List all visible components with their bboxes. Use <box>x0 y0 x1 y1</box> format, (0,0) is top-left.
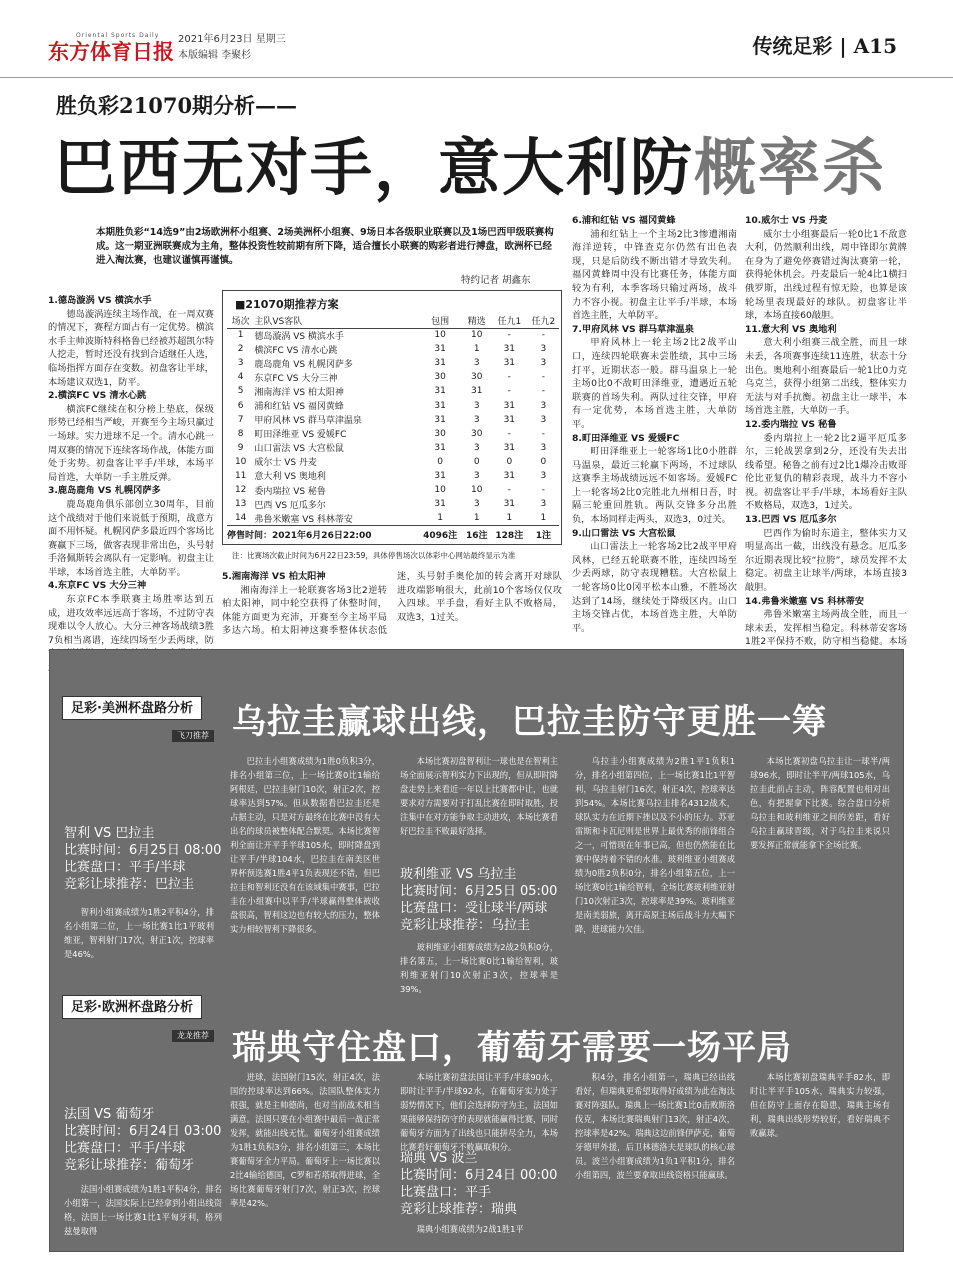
table-row <box>227 469 559 483</box>
match-analysis: 德岛漩涡连续主场作战，在一周双赛的情况下，赛程方面占有一定优势。横滨水手主帅波斯特科格鲁已经被苏超凯尔特人挖走，暂时还没有找到合适继任人选，临场指挥方面存在变数。初盘客让半球，本场建议双选1，防平。 <box>48 308 214 388</box>
euro-text-5: 瑞典小组赛成绩为2战1胜1平 <box>416 1224 524 1234</box>
author-byline: 特约记者 胡鑫东 <box>461 275 531 286</box>
euro-tag: 足彩·欧洲杯盘路分析 <box>62 995 202 1019</box>
table-row <box>227 455 559 469</box>
match-heading: 4.东京FC VS 大分三神 <box>48 580 147 592</box>
match-heading: 13.巴西 VS 厄瓜多尔 <box>745 514 837 526</box>
match-heading: 11.意大利 VS 奥地利 <box>745 323 837 335</box>
table-cell: 山口雷法 VS 大宫松鼠 <box>254 444 344 455</box>
match-teams: 法国 VS 葡萄牙 <box>64 1107 155 1122</box>
table-cell: 1 <box>506 513 513 524</box>
euro-col-4 <box>750 1070 890 1246</box>
table-cell: 1 <box>473 513 480 524</box>
match-recommendation: 竞彩让球推荐：巴拉圭 <box>64 877 195 892</box>
match-analysis: 巴西作为偷时东道主，整体实力又明显高出一截，出线没有悬念。厄瓜多尔近期表现比较“拉胯”，球员发挥不太稳定。初盘主让球半/两球，本场直接3敲胆。 <box>745 527 907 594</box>
table-header-row <box>227 313 559 328</box>
table-cell: 31 <box>503 358 516 369</box>
copa-tagsub: 飞刀推荐 <box>172 730 214 742</box>
table-row <box>227 427 559 441</box>
newspaper-logo: 东方体育日报 <box>48 39 174 64</box>
table-cell: - <box>507 372 511 383</box>
table-cell: 0 <box>540 456 547 467</box>
copa-col-1b <box>64 905 214 995</box>
table-row <box>227 398 559 412</box>
table-cell: 东京FC VS 大分三神 <box>254 373 338 384</box>
table-header-cell: 任九2 <box>528 313 559 328</box>
table-cell: 巴西 VS 厄瓜多尔 <box>254 500 326 511</box>
table-cell: 9 <box>237 442 244 453</box>
table-cell: 6 <box>237 400 244 411</box>
table-cell: 30 <box>434 372 446 383</box>
match-heading: 8.町田泽维亚 VS 爱媛FC <box>572 432 680 444</box>
table-cell: 3 <box>540 442 547 453</box>
table-cell: 10 <box>234 456 247 467</box>
page-number: A15 <box>853 34 897 58</box>
table-cell: 威尔士 VS 丹麦 <box>254 458 317 469</box>
table-cell: - <box>507 330 511 341</box>
table-header-cell: 场次 <box>227 313 254 328</box>
table-cell: 5 <box>237 386 244 397</box>
table-title: ■21070期推荐方案 <box>235 298 339 311</box>
match-column-1 <box>48 294 214 654</box>
table-footer-cell: 停售时间：2021年6月26日22:00 <box>227 525 418 542</box>
table-cell: 弗鲁米嫩塞 VS 科林蒂安 <box>254 514 353 525</box>
copa-text-5: 玻利维亚小组赛成绩为2战2负积0分，排名第五，上一场比赛0比1输给智利，玻利维亚射门10次射正3次，控球率是39%。 <box>400 942 558 994</box>
table-cell: 3 <box>540 400 547 411</box>
table-cell: 4 <box>237 372 244 383</box>
table-cell: 3 <box>540 344 547 355</box>
match-heading: 7.甲府风林 VS 群马草津温泉 <box>572 323 694 335</box>
table-cell: 10 <box>471 485 483 496</box>
match-heading: 14.弗鲁米嫩塞 VS 科林蒂安 <box>745 595 865 607</box>
table-cell: 10 <box>471 330 483 341</box>
match-teams: 智利 VS 巴拉圭 <box>64 826 155 841</box>
match-line: 比赛盘口：受让球半/两球 <box>400 901 548 916</box>
table-cell: 0 <box>506 456 513 467</box>
table-cell: 3 <box>540 414 547 425</box>
lead-paragraph: 本期胜负彩“14选9”由2场欧洲杯小组赛、2场美洲杯小组赛、9场日本各级职业联赛以及1场巴西甲级联赛构成。这一期亚洲联赛成为主角，整体投资性较前期有所下降，适合擅长小联赛的购彩者进行搏盘，欧洲杯已经进入淘汰赛，也建议谨慎再谨慎。 <box>96 227 554 266</box>
match-heading: 3.鹿岛鹿角 VS 札幌冈萨多 <box>48 485 161 497</box>
match-heading: 5.湘南海洋 VS 柏太阳神 <box>222 571 326 582</box>
table-cell: 1 <box>540 513 547 524</box>
copa-text-1a: 巴拉圭小组赛成绩为1胜0负积3分，排名小组第三位，上一场比赛0比1输给阿根廷，巴拉圭射门10次，射正2次，控球率达到57%。但从数据看巴拉圭还是占据主动，只是对方最终在比赛中没有大出名的球员被整体配合默契。本场比赛智利全面让开平手半球105水，即时降盘到让平手/半球104水，巴拉圭在南美区世界杯预选赛1胜4平1负表现还不错，但巴拉圭和智利还没有在该域集中赛事，巴拉圭在小组赛中以平手/半球赢得整体被收盘很高，智利这边也有较大的压力，整体实力相较智利下降很多。 <box>230 756 380 934</box>
euro-text-3: 积4分，排名小组第一，瑞典已经出线看好，但瑞典更希望取得好成绩为此在淘汰赛对阵强队。瑞典上一场比赛1比0击败斯洛伐克，本场比赛瑞典射门13次，射正4次，控球率是42%。瑞典这边前锋伊萨克，葡萄牙德甲外援，后卫林德洛夫是球队的核心球员。波兰小组赛成绩为1负1平积1分，排名小组第四，波兰要拿取出线资格只能赢球。 <box>575 1072 735 1180</box>
table-footer-row <box>227 525 559 542</box>
table-row <box>227 370 559 384</box>
table-footer-cell: 1注 <box>528 525 559 542</box>
table-row <box>227 342 559 356</box>
table-cell: 0 <box>473 456 480 467</box>
euro-col-3 <box>575 1070 735 1246</box>
table-cell: - <box>507 428 511 439</box>
table-cell: 3 <box>540 499 547 510</box>
table-cell: 13 <box>234 499 247 510</box>
match-heading: 2.横滨FC VS 清水心跳 <box>48 390 147 402</box>
table-cell: - <box>541 386 545 397</box>
table-cell: 31 <box>434 414 446 425</box>
match-line: 比赛盘口：平手/半球 <box>64 860 186 875</box>
page-editor: 本版编辑 李聚杉 <box>178 50 252 61</box>
table-cell: 31 <box>503 344 516 355</box>
table-cell: 31 <box>503 442 516 453</box>
table-cell: 30 <box>471 372 483 383</box>
table-cell: 31 <box>503 499 516 510</box>
table-cell: 3 <box>473 470 480 481</box>
section-name: 传统足彩 <box>752 34 833 58</box>
table-cell: 31 <box>434 358 446 369</box>
table-cell: - <box>507 386 511 397</box>
table-cell: 委内瑞拉 VS 秘鲁 <box>254 486 326 497</box>
match-analysis: 町田泽维亚上一轮客场1比0小胜群马温泉，最近三轮赢下两场，不过球队这赛季主场战绩远远不如客场。爱媛FC上一轮客场2比0完胜北九州相日吾，时隔三轮重回胜轨。两队交锋多分出胜负，本场同样走两头，双选3，0过关。 <box>572 446 737 526</box>
table-header-cell: 包围 <box>418 313 463 328</box>
match-analysis: 浦和红钻上一个主场2比3惨遭湘南海洋逆转，中锋查克尔仍然有出色表现，只是后防线不断出错才导致失利。福冈黄蜂周中没有比赛任务，体能方面较为有利，本季客场只输过两场，战斗力不容小视。初盘主让平手/半球，本场首选主胜，大单防平。 <box>572 228 737 322</box>
table-cell: 30 <box>471 428 483 439</box>
match-column-3 <box>572 214 737 654</box>
table-cell: - <box>541 428 545 439</box>
copa-col-5 <box>400 940 558 994</box>
table-cell: 3 <box>473 358 480 369</box>
table-note: 注：比赛场次截止时间为6月22日23:59，具体停售场次以体彩中心网站最终显示为准 <box>232 551 516 560</box>
table-cell: 湘南海洋 VS 柏太阳神 <box>254 387 344 398</box>
headline-gray: 概率杀 <box>694 131 887 204</box>
table-row <box>227 384 559 398</box>
copa-col-2 <box>400 754 558 862</box>
euro-text-4: 本场比赛初盘瑞典平手82水，即时让半平手105水，瑞典实力较强，但在防守上面存在隐患，瑞典主场有利，瑞典出线形势较好，看好瑞典不败赢球。 <box>750 1072 890 1138</box>
table-header-cell: 主队VS客队 <box>254 313 417 328</box>
match-recommendation: 竞彩让球推荐：葡萄牙 <box>64 1158 195 1173</box>
euro-match-1 <box>64 1106 221 1174</box>
match-analysis: 东京FC本季联赛主场胜率达到五成，进攻效率远远高于客场，不过防守表现难以令人放心。大分三神客场战绩3胜7负相当离谱，连续四场至少丢两球，防 <box>48 594 214 646</box>
table-cell: 横滨FC VS 清水心跳 <box>254 345 338 356</box>
copa-text-2: 本场比赛初盘智利让一球也是在智利主场全面展示智利实力下出现的，但从即时降盘走势上来看近一年以上比赛都中让，也就要求对方需要对于打乱比赛在即时取胜，投注集中在对方能争取主动进攻，本场比赛看好巴拉圭不败最好选择。 <box>400 756 558 836</box>
table-cell: 意大利 VS 奥地利 <box>254 472 326 483</box>
match-line: 比赛盘口：平手/半球 <box>64 1141 186 1156</box>
match-recommendation: 竞彩让球推荐：瑞典 <box>400 1202 518 1217</box>
copa-tag: 足彩·美洲杯盘路分析 <box>62 696 202 720</box>
match-analysis: 委内瑞拉上一轮2比2逼平厄瓜多尔，三轮战罢拿到2分，还没有失去出线希望。秘鲁之前有过2比1爆冷击败哥伦比亚复仇的精彩表现，战斗力不容小视。初盘客让平手/半球，本场看好主队不败格局，双选3，1过关。 <box>745 432 907 512</box>
table-cell: 31 <box>434 400 446 411</box>
table-cell: 3 <box>473 499 480 510</box>
table-cell: 德岛漩涡 VS 横滨水手 <box>254 331 344 342</box>
table-cell: 8 <box>237 428 244 439</box>
euro-tagsub: 龙龙推荐 <box>172 1030 214 1042</box>
table-cell: 7 <box>237 414 244 425</box>
table-cell: 31 <box>434 344 446 355</box>
table-row <box>227 483 559 497</box>
table-cell: 3 <box>540 358 547 369</box>
match-analysis: 威尔士小组赛最后一轮0比1不敌意大利，仍然顺利出线，周中锋即尔黄牌在身为了避免停赛错过淘汰赛第一轮，获得轮休机会。丹麦最后一轮4比1横扫俄罗斯，出线过程有惊无险，也算是该轮场里表现最好的球队。初盘客让半球，本场直接60敲胆。 <box>745 228 907 322</box>
copa-col-1a <box>230 754 380 999</box>
table-cell: 31 <box>434 470 446 481</box>
table-cell: 3 <box>473 400 480 411</box>
table-cell: 浦和红钻 VS 福冈黄蜂 <box>254 402 344 413</box>
table-cell: 12 <box>234 485 247 496</box>
table-footer-cell: 16注 <box>463 525 491 542</box>
table-cell: 2 <box>237 344 244 355</box>
table-cell: 31 <box>503 414 516 425</box>
table-cell: 町田泽维亚 VS 爱媛FC <box>254 430 347 441</box>
match-analysis: 弗鲁米嫩塞主场两战全胜，而且一球未丢，发挥相当稳定。科林蒂安客场1胜2平保持不败，防守相当稳健。本场 <box>745 609 907 648</box>
match-heading: 12.委内瑞拉 VS 秘鲁 <box>745 418 837 430</box>
recommendation-table <box>227 313 559 542</box>
table-cell: 14 <box>234 513 247 524</box>
match-column-2 <box>222 570 562 654</box>
match-heading: 1.德岛漩涡 VS 横滨水手 <box>48 295 152 306</box>
match-recommendation: 竞彩让球推荐：乌拉圭 <box>400 918 531 933</box>
euro-col-1b <box>64 1182 222 1246</box>
table-cell: 10 <box>434 485 446 496</box>
table-cell: 3 <box>237 358 244 369</box>
table-cell: - <box>541 485 545 496</box>
table-cell: - <box>541 330 545 341</box>
recommendation-table-box <box>222 290 562 545</box>
match-analysis: 甲府风林上一轮主场2比2战平山口，连续四轮联赛未尝胜绩，其中三场打平，近期状态一般。群马温泉上一轮主场0比0不敌町田泽维亚，遭遇近五轮联赛的首场失利。两队过往交锋，甲府有一定优势，本场首选主胜，大单防平。 <box>572 337 737 430</box>
table-cell: 3 <box>473 414 480 425</box>
table-cell: 甲府风林 VS 群马草津温泉 <box>254 416 362 427</box>
article-kicker: 胜负彩21070期分析—— <box>56 93 298 118</box>
match-teams: 玻利维亚 VS 乌拉圭 <box>400 867 517 882</box>
table-cell: 1 <box>237 330 244 341</box>
table-cell: 10 <box>434 330 446 341</box>
table-cell: 31 <box>434 386 446 397</box>
table-cell: 3 <box>473 442 480 453</box>
copa-col-4 <box>750 754 890 999</box>
match-teams: 瑞典 VS 波兰 <box>400 1151 478 1166</box>
match-time: 比赛时间：6月25日 08:00 <box>64 843 222 858</box>
match-heading: 10.威尔士 VS 丹麦 <box>745 215 828 226</box>
match-heading: 6.浦和红钻 VS 福冈黄蜂 <box>572 215 676 226</box>
table-cell: 31 <box>471 386 483 397</box>
copa-text-1b: 智利小组赛成绩为1胜2平积4分，排名小组第二位，上一场比赛1比1平玻利维亚，智利射门17次，射正1次，控球率是46%。 <box>64 907 214 959</box>
logo-subtitle: Oriental Sports Daily <box>76 32 160 39</box>
table-row <box>227 511 559 525</box>
table-row <box>227 356 559 370</box>
euro-col-5 <box>400 1222 558 1246</box>
table-cell: 鹿岛鹿角 VS 札幌冈萨多 <box>254 359 353 370</box>
match-analysis: 意大利小组赛三战全胜，而且一球未丢，各项赛事连续11连胜，状态十分出色。奥地利小组赛最后一轮1比0力克乌克兰，获得小组第二出线，整体实力无法与对手抗衡。初盘主让一球半，本场首选主胜，大单防一手。 <box>745 337 907 417</box>
match-heading: 9.山口雷法 VS 大宫松鼠 <box>572 527 676 539</box>
table-row <box>227 328 559 342</box>
page-header <box>0 0 953 78</box>
match-analysis: 湘南海洋上一轮联赛客场3比2逆转柏太阳神，同中轮空获得了休整时间，体能方面更为充沛，开赛至今主场平局多达六场。柏太阳神这赛季整体状态低迷，头号射手奥伦加的转会离开对球队进攻端影响很大，此前10个客场仅仅攻入四球。平手盘，看好主队不败格局，双选3，1过关。 <box>222 571 562 637</box>
match-analysis: 山口雷法上一轮客场2比2战平甲府风林，已经五轮联赛不胜，连续四场至少丢两球，防守表现糟糕。大宫松鼠上一轮客场0比0冈平松本山雅，不胜场次达到了14场，继续处于降级区内。山口主场交锋占优，本场首选主胜，大单防平。 <box>572 541 737 634</box>
headline-main: 巴西无对手，意大利防 <box>54 131 695 204</box>
table-header-cell: 任九1 <box>491 313 528 328</box>
match-analysis: 横滨FC继续在积分榜上垫底，保级形势已经相当严峻，开赛至今主场只赢过一场球。实力进球不足一个。清水心跳一周双赛的情况下连续客场作战，体能方面处于劣势。初盘客让平手/半球，本场平局首选，大单防一手主胜反弹。 <box>48 403 214 483</box>
table-cell: 11 <box>234 470 247 481</box>
table-header-cell: 精选 <box>463 313 491 328</box>
table-cell: 30 <box>434 428 446 439</box>
copa-col-3 <box>575 754 735 999</box>
euro-col-1a <box>230 1070 380 1246</box>
copa-text-4: 本场比赛初盘乌拉圭让一球半/两球96水，即时让半平/两球105水，乌拉圭此前占主动，阵容配置也相对出色，有把握拿下比赛。综合盘口分析乌拉圭和玻利维亚之间的差距，看好乌拉圭赢球晋级，对于乌拉圭来说只要发挥正常就能拿下全场比赛。 <box>750 756 890 850</box>
table-cell: 0 <box>437 456 443 467</box>
euro-match-2 <box>400 1150 557 1218</box>
copa-headline: 乌拉圭赢球出线，巴拉圭防守更胜一筹 <box>232 702 827 742</box>
table-cell: - <box>507 485 511 496</box>
table-cell: 31 <box>434 499 446 510</box>
table-row <box>227 497 559 511</box>
table-cell: 31 <box>434 442 446 453</box>
table-footer-cell: 4096注 <box>418 525 463 542</box>
table-cell: 3 <box>540 470 547 481</box>
copa-match-2 <box>400 866 557 934</box>
euro-text-2: 本场比赛初盘法国让平手/半球90水，即时让平手/半球92水，在葡萄牙实力处于弱势情况下，他们会选择防守为主，法国如果能够保持防守的表现就能赢得比赛，同时葡萄牙方面为了出线也只能拼尽全力，本场比赛看好葡萄牙不败赢取积分。 <box>400 1072 558 1152</box>
match-analysis: 鹿岛鹿角俱乐部创立30周年，目前这个战绩对于他们来说低于预期，战意方面不用怀疑。札幌冈萨多最近四个客场比赛赢下三场，做客表现非常出色，头号射手洛佩斯转会离队有一定影响。初盘主让半球，本场首选主胜，大单防平。 <box>48 498 214 578</box>
match-column-4 <box>745 214 907 654</box>
euro-text-1a: 进球，法国射门15次，射正4次，法国的控球率达到66%。法国队整体实力很强，就是主帅德尚，也对当前战术相当满意。法国只要在小组赛中最后一战正常发挥，就能出线无忧。葡萄牙小组赛成绩为1胜1负积3分，排名小组第三，本场比赛葡萄牙全力平局。葡萄牙上一场比赛以2比4输给德国，C罗和若塔取得进球，全场比赛葡萄牙射门7次，射正3次，控球率是42%。 <box>230 1072 380 1208</box>
copa-match-1 <box>64 825 221 893</box>
table-cell: 31 <box>503 400 516 411</box>
article-headline <box>54 118 886 207</box>
issue-date: 2021年6月23日 星期三 <box>178 34 286 45</box>
match-time: 比赛时间：6月24日 03:00 <box>64 1124 222 1139</box>
table-cell: 1 <box>473 344 480 355</box>
section-title: 传统足彩 | A15 <box>752 34 897 58</box>
match-time: 比赛时间：6月24日 00:00 <box>400 1168 558 1183</box>
match-line: 比赛盘口：平手 <box>400 1185 492 1200</box>
copa-text-3: 乌拉圭小组赛成绩为2胜1平1负积1分，排名小组第四位，上一场比赛1比1平智利，乌拉圭射门16次，射正4次，控球率达到54%。本场比赛乌拉圭排名4312战术，球队实力在近期下挫以及不小的压力。苏亚雷斯和卡瓦尼则是世界上最优秀的前锋组合之一，可惜现在年事已高，但也仍然能在比赛中保持着不错的水准。玻利维亚小组赛成绩为0胜2负积0分，排名小组第五位，上一场比赛0比1输给智利，全场比赛玻利维亚射门10次射正3次，控球率是39%。玻利维亚是南美弱旅，离开高原主场后战斗力大幅下降，进球能力欠佳。 <box>575 756 735 934</box>
table-row <box>227 441 559 455</box>
table-cell: 31 <box>503 470 516 481</box>
analysis-panel <box>49 649 904 1252</box>
table-cell: - <box>541 372 545 383</box>
table-footer-cell: 128注 <box>491 525 528 542</box>
table-cell: 1 <box>437 513 443 524</box>
header-meta <box>178 32 286 64</box>
table-row <box>227 413 559 427</box>
euro-text-1b: 法国小组赛成绩为1胜1平积4分，排名小组第一，法国实际上已经拿到小组出线资格，法国上一场比赛1比1平匈牙利，格列兹曼取得 <box>64 1184 222 1236</box>
match-time: 比赛时间：6月25日 05:00 <box>400 884 558 899</box>
euro-headline: 瑞典守住盘口，葡萄牙需要一场平局 <box>232 1028 792 1068</box>
